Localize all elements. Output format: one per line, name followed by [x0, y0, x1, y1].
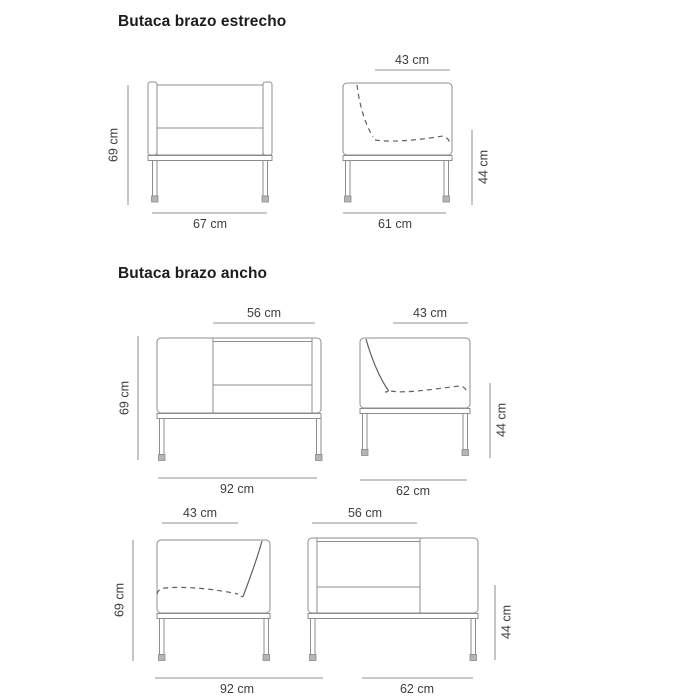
foot-right: [462, 450, 469, 456]
width-dimension-label: 61 cm: [377, 217, 413, 231]
frame-rail: [157, 414, 321, 419]
leg-left: [346, 161, 351, 197]
width-dimension-label: 92 cm: [219, 482, 255, 496]
depth-dimension-label: 43 cm: [412, 306, 448, 320]
chair-body: [157, 338, 321, 413]
seat-height-dimension-label: 44 cm: [476, 149, 491, 185]
foot-right: [443, 196, 450, 202]
seat-width-dimension-label: 56 cm: [347, 506, 383, 520]
drawing-ancho-front-right-arm: [308, 506, 513, 696]
section-title-estrecho: Butaca brazo estrecho: [118, 13, 287, 30]
foot-left: [152, 196, 159, 202]
width-dimension-label: 67 cm: [192, 217, 228, 231]
height-dimension-label: 69 cm: [112, 582, 127, 618]
leg-left: [153, 161, 158, 197]
side-body: [343, 83, 452, 155]
foot-left: [159, 655, 166, 661]
seat-width-dimension-label: 56 cm: [246, 306, 282, 320]
frame-rail: [343, 156, 452, 161]
foot-left: [345, 196, 352, 202]
side-body: [157, 540, 270, 613]
leg-left: [363, 414, 368, 450]
seat-height-dimension-label: 44 cm: [499, 604, 514, 640]
foot-left: [362, 450, 369, 456]
height-dimension-label: 69 cm: [117, 380, 132, 416]
drawing-estrecho-front: [106, 82, 272, 231]
foot-right: [316, 455, 323, 461]
depth-dimension-label: 43 cm: [394, 53, 430, 67]
width-dimension-label: 92 cm: [219, 682, 255, 696]
seat-height-dimension-label: 44 cm: [494, 402, 509, 438]
foot-left: [159, 455, 166, 461]
width-dimension-label: 62 cm: [399, 682, 435, 696]
frame-rail: [157, 614, 270, 619]
depth-dimension-label: 43 cm: [182, 506, 218, 520]
backrest: [157, 85, 263, 155]
drawing-ancho-side-left: [112, 506, 323, 696]
foot-right: [470, 655, 477, 661]
frame-rail: [360, 409, 470, 414]
foot-right: [262, 196, 269, 202]
leg-left: [160, 619, 165, 655]
chair-body: [308, 538, 478, 613]
drawing-ancho-front-left-arm: [117, 306, 322, 496]
width-dimension-label: 62 cm: [395, 484, 431, 498]
foot-right: [263, 655, 270, 661]
leg-right: [317, 419, 322, 455]
leg-left: [311, 619, 316, 655]
drawing-ancho-side-right: [360, 306, 508, 498]
height-dimension-label: 69 cm: [106, 127, 121, 163]
leg-right: [444, 161, 449, 197]
frame-rail: [148, 156, 272, 161]
armrest-right: [263, 82, 272, 155]
leg-right: [471, 619, 476, 655]
leg-right: [264, 619, 269, 655]
frame-rail: [308, 614, 478, 619]
leg-right: [263, 161, 268, 197]
foot-left: [310, 655, 317, 661]
side-body: [360, 338, 470, 408]
leg-right: [463, 414, 468, 450]
leg-left: [160, 419, 165, 455]
section-title-ancho: Butaca brazo ancho: [118, 265, 268, 282]
armrest-left: [148, 82, 157, 155]
drawing-estrecho-side: [343, 53, 490, 231]
